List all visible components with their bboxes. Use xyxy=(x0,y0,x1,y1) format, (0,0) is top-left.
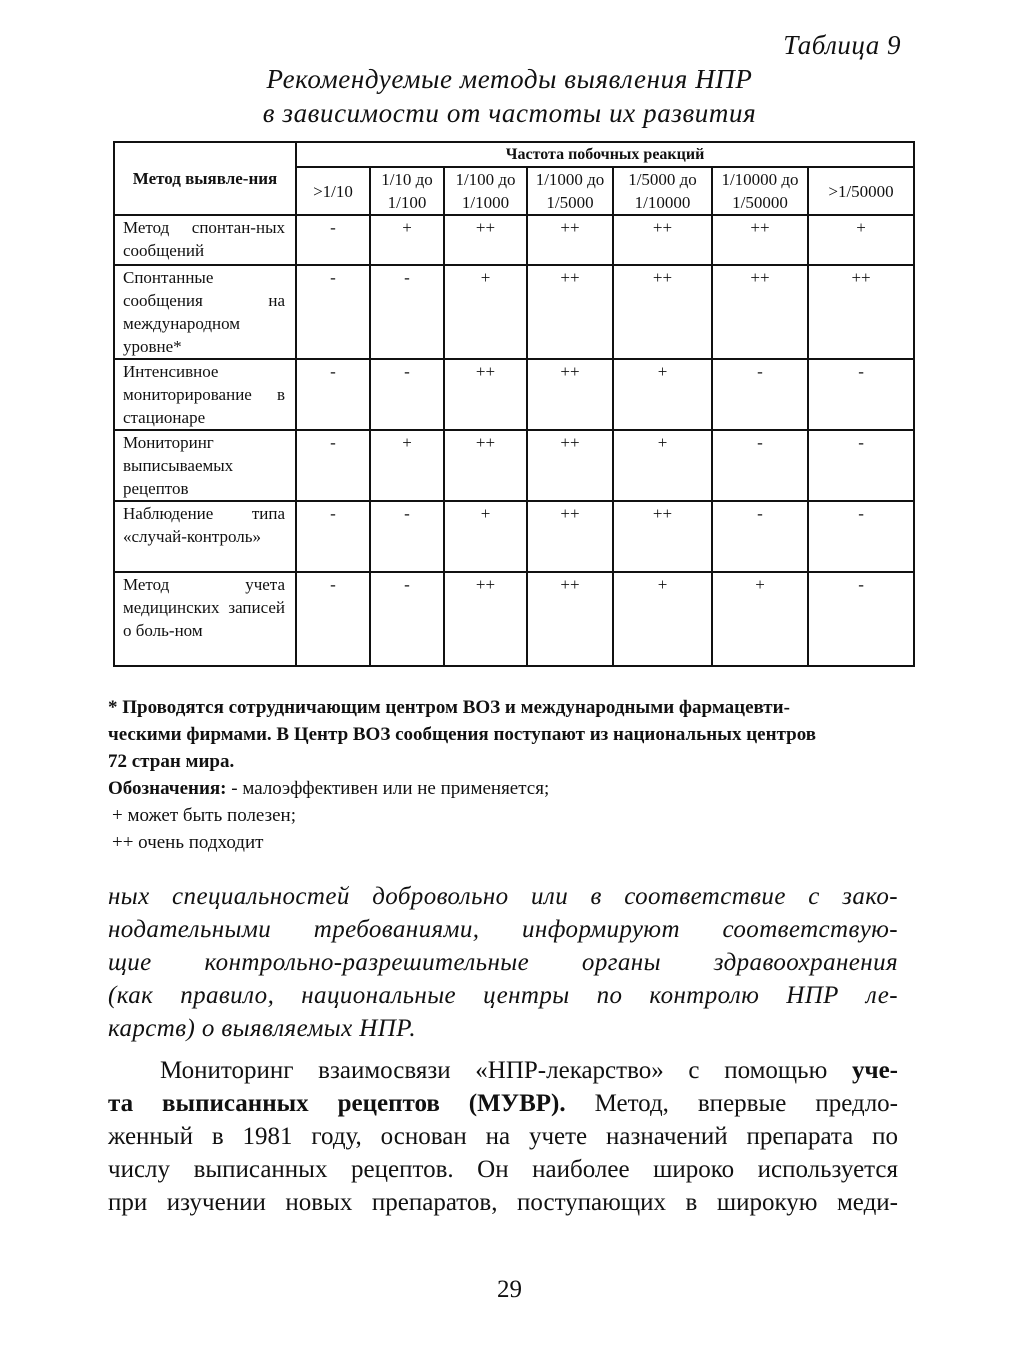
value-cell: + xyxy=(613,359,712,430)
value-cell: + xyxy=(370,430,444,501)
footnote-line: 72 стран мира. xyxy=(108,751,235,772)
text-line: при изучении новых препаратов, поступающих в широкую меди- xyxy=(108,1189,898,1216)
value-cell: + xyxy=(613,430,712,501)
text-line xyxy=(108,1087,898,1120)
value-cell: ++ xyxy=(444,359,527,430)
page-number: 29 xyxy=(497,1276,522,1303)
value-cell: ++ xyxy=(808,265,914,359)
bold-term: та выписанных рецептов (МУВР). xyxy=(108,1090,566,1117)
text-line xyxy=(108,1054,898,1087)
legend-label: Обозначения: xyxy=(108,778,227,799)
column-header: >1/50000 xyxy=(808,167,914,215)
value-cell: - xyxy=(712,359,808,430)
value-cell: - xyxy=(296,501,370,572)
method-cell: Интенсивное мониторирование в стационаре xyxy=(114,359,296,430)
value-cell: ++ xyxy=(444,430,527,501)
value-cell: - xyxy=(808,430,914,501)
value-cell: ++ xyxy=(444,215,527,265)
text-span: Мониторинг взаимосвязи «НПР-лекарство» с помощью xyxy=(160,1057,852,1084)
text-line: (как правило, национальные центры по контролю НПР ле- xyxy=(108,982,898,1009)
text-line: нодательными требованиями, информируют соответствую- xyxy=(108,916,898,943)
column-header: >1/10 xyxy=(296,167,370,215)
footnote-line: ческими фирмами. В Центр ВОЗ сообщения поступают из национальных центров xyxy=(108,724,816,745)
value-cell: + xyxy=(712,572,808,666)
value-cell: ++ xyxy=(613,215,712,265)
value-cell: ++ xyxy=(527,265,613,359)
column-header: 1/5000 до 1/10000 xyxy=(613,167,712,215)
table-row xyxy=(114,572,914,666)
value-cell: - xyxy=(370,265,444,359)
value-cell: - xyxy=(808,501,914,572)
legend-plus: + может быть полезен; xyxy=(112,805,296,826)
column-header: 1/10000 до 1/50000 xyxy=(712,167,808,215)
value-cell: ++ xyxy=(527,572,613,666)
table-row xyxy=(114,501,914,572)
table-number: Таблица 9 xyxy=(783,30,901,60)
value-cell: + xyxy=(613,572,712,666)
text-line: ных специальностей добровольно или в соответствие с зако- xyxy=(108,883,898,910)
table-row xyxy=(114,359,914,430)
value-cell: ++ xyxy=(527,359,613,430)
bold-term: уче- xyxy=(851,1057,898,1084)
value-cell: ++ xyxy=(712,265,808,359)
table-notes xyxy=(108,694,903,856)
method-cell: Метод учета медицинских записей о боль-ном xyxy=(114,572,296,666)
table-row xyxy=(114,430,914,501)
table-row xyxy=(114,215,914,265)
column-header: 1/10 до 1/100 xyxy=(370,167,444,215)
text-line: щие контрольно-разрешительные органы здравоохранения xyxy=(108,949,898,976)
value-cell: - xyxy=(296,215,370,265)
value-cell: - xyxy=(296,430,370,501)
column-header: 1/100 до 1/1000 xyxy=(444,167,527,215)
legend-line xyxy=(108,775,903,802)
value-cell: - xyxy=(296,572,370,666)
text-line: карств) о выявляемых НПР. xyxy=(108,1015,417,1042)
italic-paragraph xyxy=(108,880,898,1045)
value-cell: ++ xyxy=(444,572,527,666)
value-cell: ++ xyxy=(527,430,613,501)
value-cell: ++ xyxy=(613,501,712,572)
method-cell: Метод спонтан-ных сообщений xyxy=(114,215,296,265)
frequency-header: Частота побочных реакций xyxy=(296,142,914,167)
value-cell: - xyxy=(370,359,444,430)
footnote-line: * Проводятся сотрудничающим центром ВОЗ и международными фармацевти- xyxy=(108,697,790,718)
method-cell: Спонтанные сообщения на международном уровне* xyxy=(114,265,296,359)
legend-minus: - малоэффективен или не применяется; xyxy=(226,778,550,799)
text-line: женный в 1981 году, основан на учете назначений препарата по xyxy=(108,1123,898,1150)
method-cell: Наблюдение типа «случай-контроль» xyxy=(114,501,296,572)
table-row xyxy=(114,265,914,359)
value-cell: - xyxy=(370,501,444,572)
value-cell: ++ xyxy=(527,501,613,572)
npr-detection-table xyxy=(113,141,915,667)
value-cell: - xyxy=(296,265,370,359)
value-cell: - xyxy=(296,359,370,430)
text-span: Метод, впервые предло- xyxy=(565,1090,898,1117)
legend-plusplus: ++ очень подходит xyxy=(112,832,264,853)
value-cell: + xyxy=(370,215,444,265)
value-cell: + xyxy=(808,215,914,265)
value-cell: - xyxy=(808,572,914,666)
value-cell: ++ xyxy=(712,215,808,265)
value-cell: + xyxy=(444,501,527,572)
table-title-line2: в зависимости от частоты их развития xyxy=(262,98,757,128)
value-cell: - xyxy=(712,430,808,501)
value-cell: - xyxy=(370,572,444,666)
value-cell: - xyxy=(712,501,808,572)
text-line: числу выписанных рецептов. Он наиболее широко используется xyxy=(108,1156,898,1183)
value-cell: ++ xyxy=(527,215,613,265)
value-cell: ++ xyxy=(613,265,712,359)
table-header-row xyxy=(114,142,914,167)
column-header: 1/1000 до 1/5000 xyxy=(527,167,613,215)
method-header: Метод выявле-ния xyxy=(114,142,296,215)
method-cell: Мониторинг выписываемых рецептов xyxy=(114,430,296,501)
table-title-line1: Рекомендуемые методы выявления НПР xyxy=(266,64,753,94)
value-cell: + xyxy=(444,265,527,359)
value-cell: - xyxy=(808,359,914,430)
body-paragraph xyxy=(108,1054,898,1219)
